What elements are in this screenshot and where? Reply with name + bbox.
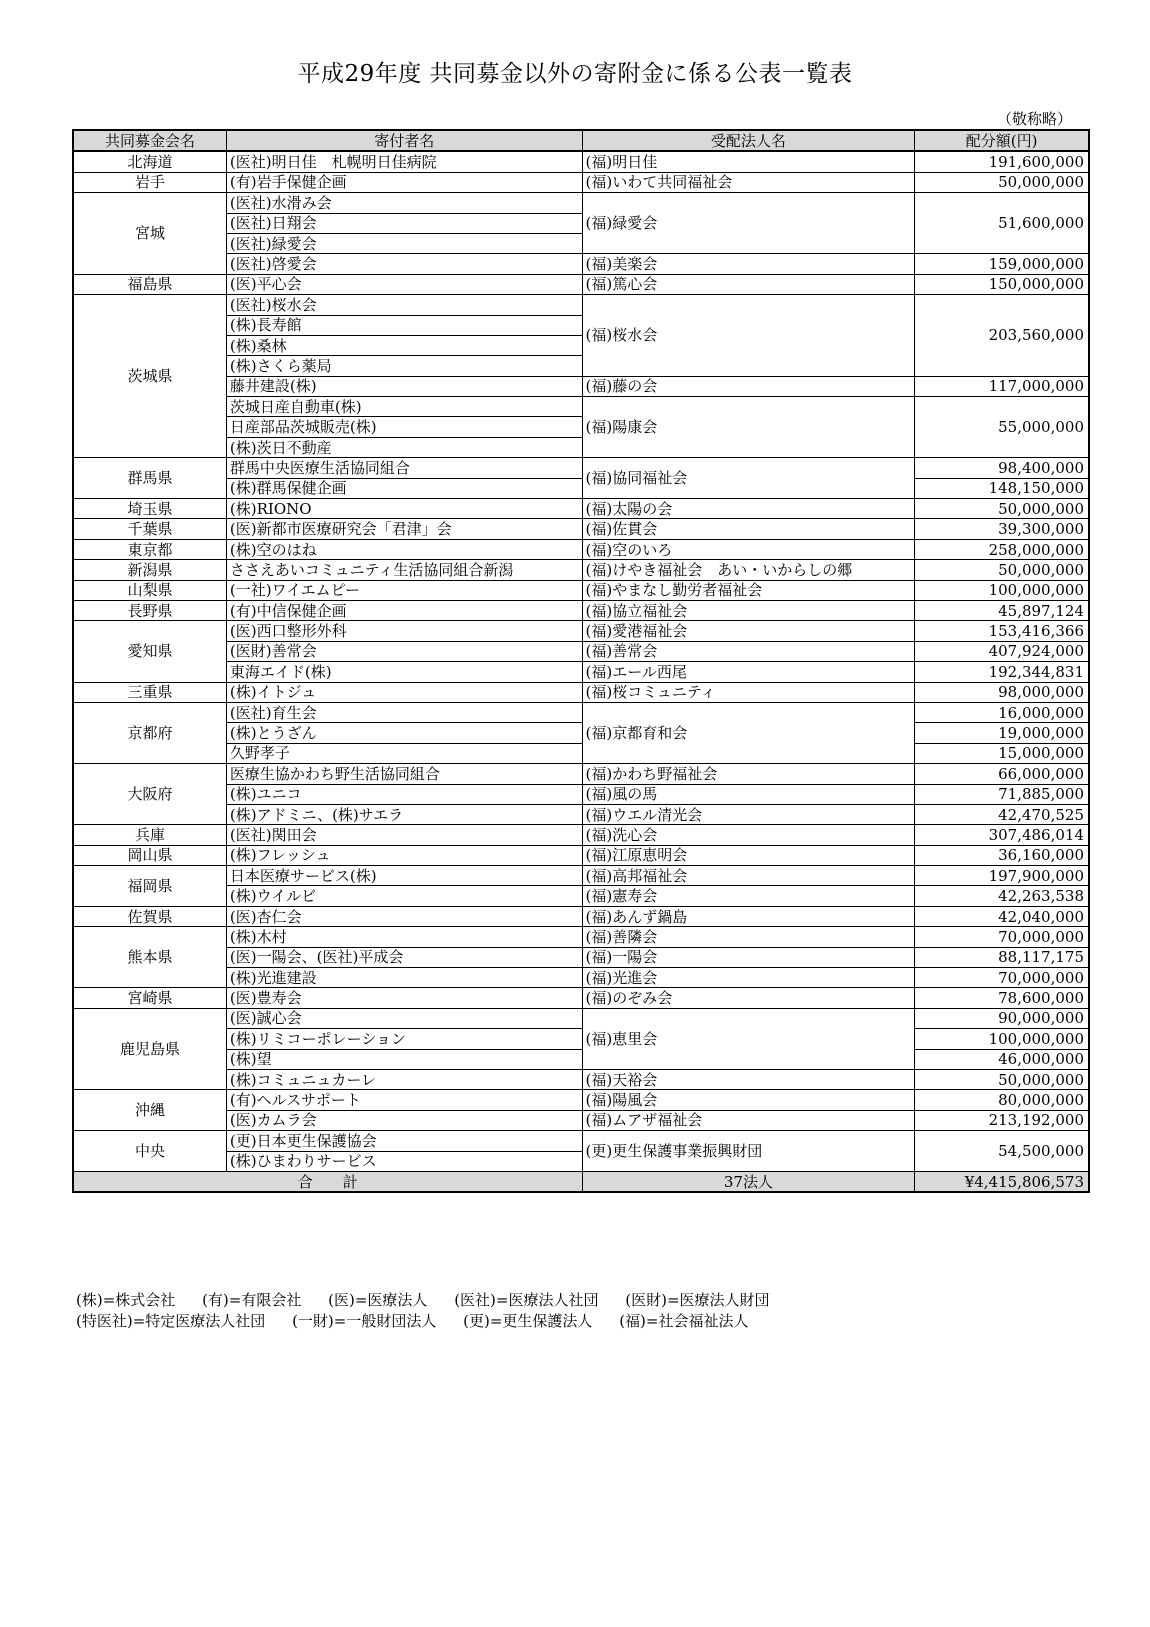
donor-name-cell: 茨城日産自動車(株): [226, 397, 582, 417]
donor-name-cell: (医)平心会: [226, 274, 582, 294]
amount-cell: 71,885,000: [915, 784, 1089, 804]
donor-name-cell: (株)茨日不動産: [226, 437, 582, 457]
fund-name-cell: 群馬県: [73, 458, 226, 499]
table-row: [73, 621, 1089, 641]
table-row: [73, 866, 1089, 886]
recipient-name-cell: (福)明日佳: [582, 151, 915, 172]
donor-name-cell: (更)日本更生保護協会: [226, 1131, 582, 1151]
fund-name-cell: 三重県: [73, 682, 226, 702]
honorific-note: （敬称略）: [996, 110, 1072, 128]
recipient-name-cell: (福)天裕会: [582, 1069, 915, 1089]
legend-item: (福)=社会福祉法人: [619, 1312, 749, 1330]
amount-cell: 36,160,000: [915, 845, 1089, 865]
recipient-name-cell: (福)一陽会: [582, 947, 915, 967]
donor-name-cell: (株)コミュニュカーレ: [226, 1069, 582, 1089]
recipient-name-cell: (福)緑愛会: [582, 193, 915, 254]
amount-cell: 50,000,000: [915, 1069, 1089, 1089]
fund-name-cell: 宮崎県: [73, 988, 226, 1008]
amount-cell: 80,000,000: [915, 1090, 1089, 1110]
amount-cell: 98,400,000: [915, 458, 1089, 478]
recipient-name-cell: (福)エール西尾: [582, 662, 915, 682]
fund-name-cell: 京都府: [73, 702, 226, 763]
table-row: [73, 764, 1089, 784]
donor-name-cell: (株)群馬保健企画: [226, 478, 582, 498]
amount-cell: 78,600,000: [915, 988, 1089, 1008]
donor-name-cell: (医社)明日佳 札幌明日佳病院: [226, 151, 582, 172]
legend-line-1: [76, 1290, 792, 1311]
total-amount: ¥4,415,806,573: [915, 1171, 1089, 1192]
amount-cell: 192,344,831: [915, 662, 1089, 682]
fund-name-cell: 岡山県: [73, 845, 226, 865]
donor-name-cell: (医)西口整形外科: [226, 621, 582, 641]
col-header-donor: 寄付者名: [226, 130, 582, 151]
donor-name-cell: 医療生協かわち野生活協同組合: [226, 764, 582, 784]
table-row: [73, 499, 1089, 519]
fund-name-cell: 熊本県: [73, 927, 226, 988]
fund-name-cell: 福岡県: [73, 866, 226, 907]
amount-cell: 153,416,366: [915, 621, 1089, 641]
donor-name-cell: (株)ひまわりサービス: [226, 1151, 582, 1171]
fund-name-cell: 北海道: [73, 151, 226, 172]
recipient-name-cell: (福)やまなし勤労者福祉会: [582, 580, 915, 600]
total-count: 37法人: [582, 1171, 915, 1192]
donor-name-cell: (有)ヘルスサポート: [226, 1090, 582, 1110]
legend-item: (一財)=一般財団法人: [292, 1312, 437, 1330]
legend-item: (株)=株式会社: [76, 1291, 176, 1309]
recipient-name-cell: (福)藤の会: [582, 376, 915, 396]
donor-name-cell: (株)ユニコ: [226, 784, 582, 804]
donor-name-cell: (株)アドミニ、(株)サエラ: [226, 804, 582, 824]
donor-name-cell: ささえあいコミュニティ生活協同組合新潟: [226, 560, 582, 580]
recipient-name-cell: (福)愛港福祉会: [582, 621, 915, 641]
fund-name-cell: 福島県: [73, 274, 226, 294]
amount-cell: 46,000,000: [915, 1049, 1089, 1069]
amount-cell: 42,040,000: [915, 906, 1089, 926]
donor-name-cell: (株)イトジュ: [226, 682, 582, 702]
fund-name-cell: 佐賀県: [73, 906, 226, 926]
table-row: [73, 560, 1089, 580]
recipient-name-cell: (福)洗心会: [582, 825, 915, 845]
donor-name-cell: (医)新都市医療研究会「君津」会: [226, 519, 582, 539]
donor-name-cell: 藤井建設(株): [226, 376, 582, 396]
recipient-name-cell: (福)陽風会: [582, 1090, 915, 1110]
recipient-name-cell: (福)桜コミュニティ: [582, 682, 915, 702]
amount-cell: 117,000,000: [915, 376, 1089, 396]
legend-line-2: [76, 1311, 792, 1332]
donor-name-cell: (株)木村: [226, 927, 582, 947]
amount-cell: 55,000,000: [915, 397, 1089, 458]
donor-name-cell: 久野孝子: [226, 743, 582, 763]
table-row: [73, 151, 1089, 172]
amount-cell: 70,000,000: [915, 927, 1089, 947]
table-row: [73, 580, 1089, 600]
amount-cell: 51,600,000: [915, 193, 1089, 254]
recipient-name-cell: (福)けやき福祉会 あい・いからしの郷: [582, 560, 915, 580]
legend-item: (特医社)=特定医療法人社団: [76, 1312, 266, 1330]
fund-name-cell: 埼玉県: [73, 499, 226, 519]
recipient-name-cell: (福)美楽会: [582, 254, 915, 274]
donor-name-cell: (医)誠心会: [226, 1008, 582, 1028]
recipient-name-cell: (福)桜水会: [582, 295, 915, 377]
donor-name-cell: (株)光進建設: [226, 968, 582, 988]
donor-name-cell: (株)長寿館: [226, 315, 582, 335]
amount-cell: 258,000,000: [915, 539, 1089, 559]
recipient-name-cell: (福)ムアザ福祉会: [582, 1110, 915, 1130]
recipient-name-cell: (福)恵里会: [582, 1008, 915, 1069]
table-row: [73, 600, 1089, 620]
amount-cell: 15,000,000: [915, 743, 1089, 763]
amount-cell: 191,600,000: [915, 151, 1089, 172]
donor-name-cell: 東海エイド(株): [226, 662, 582, 682]
donor-name-cell: (株)さくら薬局: [226, 356, 582, 376]
recipient-name-cell: (福)協同福祉会: [582, 458, 915, 499]
abbreviation-legend: [76, 1290, 792, 1332]
donor-name-cell: (医社)関田会: [226, 825, 582, 845]
amount-cell: 50,000,000: [915, 172, 1089, 192]
amount-cell: 50,000,000: [915, 560, 1089, 580]
recipient-name-cell: (福)風の馬: [582, 784, 915, 804]
col-header-amount: 配分額(円): [915, 130, 1089, 151]
donor-name-cell: (株)空のはね: [226, 539, 582, 559]
amount-cell: 16,000,000: [915, 702, 1089, 722]
table-row: [73, 193, 1089, 213]
amount-cell: 159,000,000: [915, 254, 1089, 274]
recipient-name-cell: (福)空のいろ: [582, 539, 915, 559]
table-row: [73, 1131, 1089, 1151]
donor-name-cell: (株)とうざん: [226, 723, 582, 743]
table-row: [73, 519, 1089, 539]
donor-name-cell: (株)フレッシュ: [226, 845, 582, 865]
fund-name-cell: 宮城: [73, 193, 226, 275]
fund-name-cell: 茨城県: [73, 295, 226, 458]
recipient-name-cell: (福)あんず鍋島: [582, 906, 915, 926]
recipient-name-cell: (福)善隣会: [582, 927, 915, 947]
legend-item: (医財)=医療法人財団: [625, 1291, 770, 1309]
table-row: [73, 172, 1089, 192]
table-row: [73, 845, 1089, 865]
amount-cell: 88,117,175: [915, 947, 1089, 967]
table-row: [73, 988, 1089, 1008]
table-row: [73, 906, 1089, 926]
table-row: [73, 1090, 1089, 1110]
amount-cell: 100,000,000: [915, 580, 1089, 600]
recipient-name-cell: (福)かわち野福祉会: [582, 764, 915, 784]
amount-cell: 150,000,000: [915, 274, 1089, 294]
table-body: [73, 151, 1089, 1171]
donor-name-cell: (有)岩手保健企画: [226, 172, 582, 192]
table-row: [73, 274, 1089, 294]
table-row: [73, 458, 1089, 478]
donor-name-cell: (株)桑林: [226, 335, 582, 355]
donor-name-cell: (株)リミコーポレーション: [226, 1029, 582, 1049]
recipient-name-cell: (福)佐貫会: [582, 519, 915, 539]
amount-cell: 407,924,000: [915, 641, 1089, 661]
recipient-name-cell: (福)善常会: [582, 641, 915, 661]
donor-name-cell: (株)RIONO: [226, 499, 582, 519]
table-row: [73, 539, 1089, 559]
table-row: [73, 825, 1089, 845]
fund-name-cell: 愛知県: [73, 621, 226, 682]
amount-cell: 197,900,000: [915, 866, 1089, 886]
fund-name-cell: 中央: [73, 1131, 226, 1172]
donor-name-cell: (医社)日翔会: [226, 213, 582, 233]
legend-item: (医)=医療法人: [328, 1291, 428, 1309]
donor-name-cell: (医社)緑愛会: [226, 233, 582, 253]
fund-name-cell: 千葉県: [73, 519, 226, 539]
donor-name-cell: (医)杏仁会: [226, 906, 582, 926]
donor-name-cell: 日本医療サービス(株): [226, 866, 582, 886]
amount-cell: 39,300,000: [915, 519, 1089, 539]
amount-cell: 213,192,000: [915, 1110, 1089, 1130]
table-row: [73, 682, 1089, 702]
amount-cell: 50,000,000: [915, 499, 1089, 519]
donor-name-cell: (株)望: [226, 1049, 582, 1069]
donor-name-cell: 群馬中央医療生活協同組合: [226, 458, 582, 478]
donor-name-cell: (一社)ワイエムピー: [226, 580, 582, 600]
amount-cell: 148,150,000: [915, 478, 1089, 498]
fund-name-cell: 新潟県: [73, 560, 226, 580]
donor-name-cell: (医)一陽会、(医社)平成会: [226, 947, 582, 967]
total-label: 合 計: [73, 1171, 582, 1192]
donor-name-cell: (医)カムラ会: [226, 1110, 582, 1130]
recipient-name-cell: (福)江原恵明会: [582, 845, 915, 865]
recipient-name-cell: (福)憲寿会: [582, 886, 915, 906]
recipient-name-cell: (福)篤心会: [582, 274, 915, 294]
table-row: [73, 927, 1089, 947]
amount-cell: 42,263,538: [915, 886, 1089, 906]
donation-table: [72, 129, 1090, 1193]
recipient-name-cell: (福)ウエル清光会: [582, 804, 915, 824]
fund-name-cell: 大阪府: [73, 764, 226, 825]
donor-name-cell: 日産部品茨城販売(株): [226, 417, 582, 437]
recipient-name-cell: (福)いわて共同福祉会: [582, 172, 915, 192]
fund-name-cell: 山梨県: [73, 580, 226, 600]
donor-name-cell: (医)豊寿会: [226, 988, 582, 1008]
donor-name-cell: (医社)水滑み会: [226, 193, 582, 213]
amount-cell: 45,897,124: [915, 600, 1089, 620]
table-row: [73, 702, 1089, 722]
amount-cell: 42,470,525: [915, 804, 1089, 824]
fund-name-cell: 長野県: [73, 600, 226, 620]
legend-item: (医社)=医療法人社団: [454, 1291, 599, 1309]
amount-cell: 98,000,000: [915, 682, 1089, 702]
amount-cell: 70,000,000: [915, 968, 1089, 988]
recipient-name-cell: (福)協立福祉会: [582, 600, 915, 620]
col-header-fund: 共同募金会名: [73, 130, 226, 151]
donor-name-cell: (株)ウイルビ: [226, 886, 582, 906]
amount-cell: 66,000,000: [915, 764, 1089, 784]
donor-name-cell: (医社)啓愛会: [226, 254, 582, 274]
table-row: [73, 1008, 1089, 1028]
amount-cell: 307,486,014: [915, 825, 1089, 845]
legend-item: (有)=有限会社: [202, 1291, 302, 1309]
fund-name-cell: 岩手: [73, 172, 226, 192]
amount-cell: 90,000,000: [915, 1008, 1089, 1028]
fund-name-cell: 鹿児島県: [73, 1008, 226, 1090]
total-row: [73, 1171, 1089, 1192]
page-title: 平成29年度 共同募金以外の寄附金に係る公表一覧表: [297, 61, 853, 87]
amount-cell: 100,000,000: [915, 1029, 1089, 1049]
recipient-name-cell: (更)更生保護事業振興財団: [582, 1131, 915, 1172]
recipient-name-cell: (福)京都育和会: [582, 702, 915, 763]
fund-name-cell: 兵庫: [73, 825, 226, 845]
fund-name-cell: 沖縄: [73, 1090, 226, 1131]
donor-name-cell: (医社)育生会: [226, 702, 582, 722]
donor-name-cell: (医社)桜水会: [226, 295, 582, 315]
amount-cell: 203,560,000: [915, 295, 1089, 377]
table-header-row: [73, 130, 1089, 151]
amount-cell: 54,500,000: [915, 1131, 1089, 1172]
recipient-name-cell: (福)太陽の会: [582, 499, 915, 519]
recipient-name-cell: (福)のぞみ会: [582, 988, 915, 1008]
table-row: [73, 295, 1089, 315]
col-header-recipient: 受配法人名: [582, 130, 915, 151]
donor-name-cell: (医財)善常会: [226, 641, 582, 661]
fund-name-cell: 東京都: [73, 539, 226, 559]
donor-name-cell: (有)中信保健企画: [226, 600, 582, 620]
amount-cell: 19,000,000: [915, 723, 1089, 743]
recipient-name-cell: (福)陽康会: [582, 397, 915, 458]
recipient-name-cell: (福)光進会: [582, 968, 915, 988]
recipient-name-cell: (福)高邦福祉会: [582, 866, 915, 886]
legend-item: (更)=更生保護法人: [463, 1312, 593, 1330]
